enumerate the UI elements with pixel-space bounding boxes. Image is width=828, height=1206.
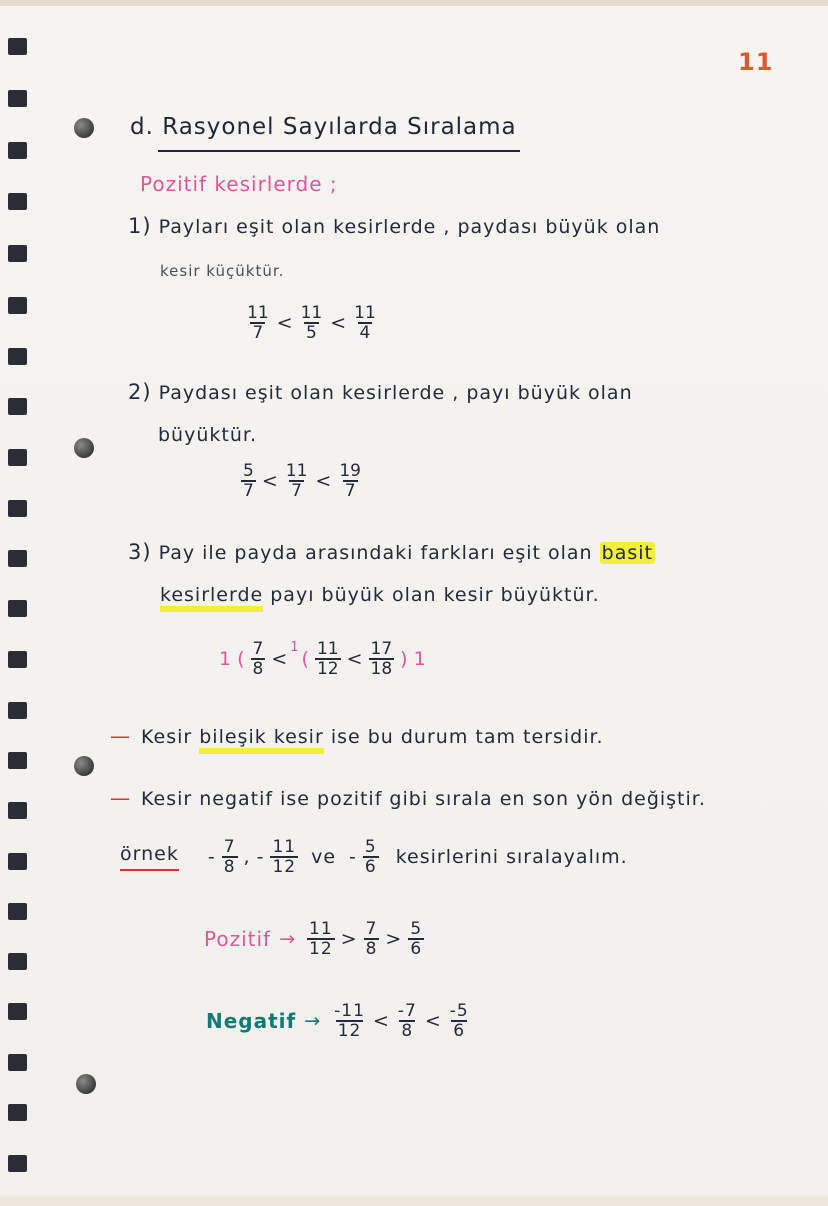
binding-square	[8, 802, 27, 819]
rule1-fraction-chain	[242, 304, 381, 342]
subtitle: Pozitif kesirlerde ;	[140, 172, 338, 196]
rule2-line2: büyüktür.	[158, 424, 257, 446]
greater-than-sign: >	[385, 928, 403, 950]
note-text: Kesir	[141, 726, 200, 748]
rule2-line1	[128, 380, 633, 404]
fraction: $\frac{-7}{8}$	[397, 1001, 417, 1041]
difference-label: 1	[290, 639, 299, 655]
binding-square	[8, 752, 27, 769]
rule3-number: 3)	[128, 540, 152, 564]
binding-square	[8, 1003, 27, 1020]
binding-square	[8, 550, 27, 567]
fraction: $\frac{19}{7}$	[339, 461, 361, 501]
less-than-sign: <	[276, 312, 293, 334]
example-label: örnek	[120, 843, 179, 871]
binding-square	[8, 953, 27, 970]
fraction: $\frac{11}{7}$	[285, 461, 308, 501]
note-compound	[110, 724, 604, 748]
punch-hole	[74, 438, 94, 458]
arrow-right-icon: →	[304, 1010, 322, 1032]
highlight-bilesik-kesir: bileşik kesir	[199, 726, 324, 754]
minus-sign: -	[349, 846, 357, 868]
fraction: $\frac{-5}{6}$	[449, 1001, 469, 1041]
binding-square	[8, 600, 27, 617]
punch-hole	[74, 756, 94, 776]
rule2-fraction-chain	[238, 462, 366, 500]
open-paren: (	[301, 648, 309, 670]
positive-label: Pozitif	[204, 927, 272, 951]
rule1-number: 1)	[128, 214, 152, 238]
note-text: Kesir negatif ise pozitif gibi sırala en son yön değiştir.	[141, 788, 706, 810]
less-than-sign: <	[372, 1010, 390, 1032]
page-number: 11	[738, 48, 774, 76]
fraction: $\frac{11}{12}$	[272, 837, 297, 877]
dash-marker: —	[110, 786, 131, 810]
fraction: $\frac{5}{6}$	[410, 919, 423, 959]
rule3-line2	[160, 584, 600, 606]
negative-label: Negatif	[206, 1009, 297, 1033]
binding-square	[8, 449, 27, 466]
rule3-text1: Pay ile payda arasındaki farkları eşit olan	[158, 542, 600, 564]
rule2-text1: Paydası eşit olan kesirlerde , payı büyük olan	[158, 382, 633, 404]
fraction: $\frac{7}{8}$	[223, 837, 236, 877]
binding-square	[8, 702, 27, 719]
fraction: $\frac{5}{6}$	[364, 837, 377, 877]
minus-sign: -	[207, 846, 216, 868]
example-text: kesirlerini sıralayalım.	[395, 846, 628, 868]
rule3-text2: payı büyük olan kesir büyüktür.	[263, 584, 600, 606]
binding-square	[8, 1054, 27, 1071]
difference-label: 1	[413, 648, 426, 670]
note-negative	[110, 786, 706, 810]
rule1-line1	[128, 214, 660, 238]
less-than-sign: <	[424, 1010, 442, 1032]
binding-square	[8, 853, 27, 870]
rule1-text1: Payları eşit olan kesirlerde , paydası büyük olan	[158, 216, 661, 238]
negative-ordering	[206, 1002, 474, 1040]
minus-sign: -	[256, 846, 265, 868]
rule3-fraction-chain	[216, 640, 429, 678]
fraction: $\frac{7}{8}$	[365, 919, 378, 959]
title-underline	[158, 150, 520, 152]
fraction: $\frac{7}{8}$	[252, 639, 264, 679]
less-than-sign: <	[315, 470, 332, 492]
positive-ordering	[204, 920, 427, 958]
fraction: $\frac{11}{12}$	[309, 919, 333, 959]
binding-square	[8, 38, 27, 55]
example-row	[120, 838, 628, 876]
punch-hole	[76, 1074, 96, 1094]
rule3-line1	[128, 540, 655, 564]
binding-square	[8, 500, 27, 517]
top-edge	[0, 0, 828, 6]
punch-hole	[74, 118, 94, 138]
note-text: ise bu durum tam tersidir.	[323, 726, 604, 748]
highlight-kesirlerde: kesirlerde	[160, 584, 263, 612]
fraction: $\frac{11}{4}$	[354, 303, 376, 343]
binding-square	[8, 651, 27, 668]
rule2-number: 2)	[128, 380, 152, 404]
open-paren: (	[237, 648, 245, 670]
less-than-sign: <	[271, 648, 288, 670]
binding-square	[8, 1104, 27, 1121]
highlight-basit: basit	[601, 542, 653, 564]
comma: ,	[243, 846, 251, 868]
greater-than-sign: >	[340, 928, 358, 950]
less-than-sign: <	[346, 648, 363, 670]
binding-square	[8, 348, 27, 365]
fraction: $\frac{17}{18}$	[370, 639, 393, 679]
difference-label: 1	[219, 648, 232, 670]
fraction: $\frac{5}{7}$	[243, 461, 254, 501]
close-paren: )	[400, 648, 408, 670]
fraction: $\frac{-11}{12}$	[334, 1001, 365, 1041]
binding-square	[8, 142, 27, 159]
bottom-edge	[0, 1196, 828, 1206]
less-than-sign: <	[261, 470, 278, 492]
dash-marker: —	[110, 724, 131, 748]
binding-square	[8, 193, 27, 210]
binding-square	[8, 245, 27, 262]
binding-square	[8, 398, 27, 415]
page-title: d. Rasyonel Sayılarda Sıralama	[130, 114, 517, 140]
rule1-line2: kesir küçüktür.	[160, 262, 285, 280]
binding-square	[8, 297, 27, 314]
fraction: $\frac{11}{5}$	[300, 303, 323, 343]
binding-square	[8, 1155, 27, 1172]
binding-square	[8, 90, 27, 107]
fraction: $\frac{11}{7}$	[247, 303, 269, 343]
arrow-right-icon: →	[279, 928, 296, 950]
less-than-sign: <	[330, 312, 347, 334]
fraction: $\frac{11}{12}$	[316, 639, 339, 679]
conjunction: ve	[311, 846, 337, 868]
binding-square	[8, 903, 27, 920]
